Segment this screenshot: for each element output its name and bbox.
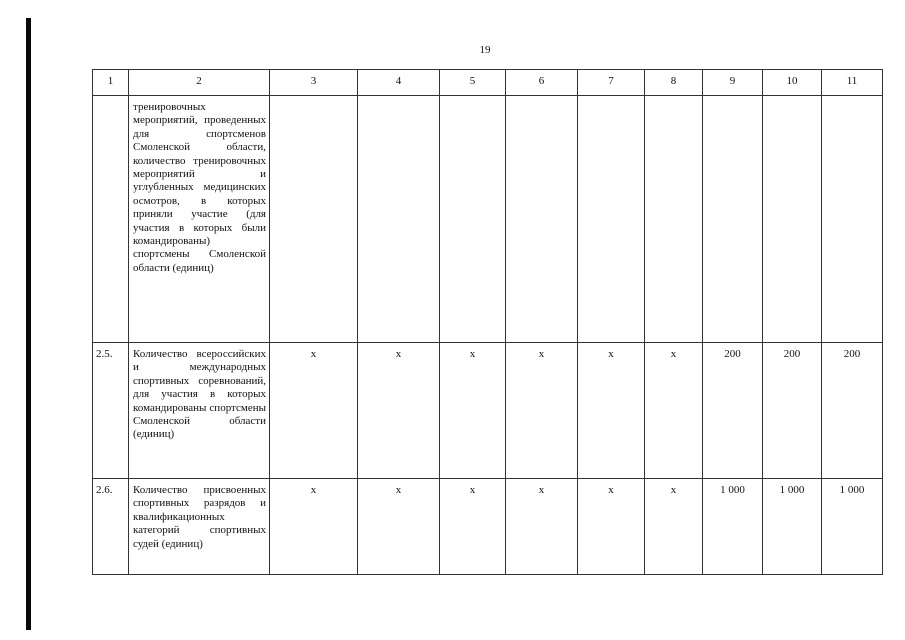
value-cell: x: [506, 343, 578, 479]
indicator-name-cell: тренировочных мероприятий, проведенных для спортсменов Смоленской области, количество тренировочных мероприятий и углубленных медицинских осмотров, в которых приняли участие (для участия в которых были командированы) спортсмены Смоленской области (единиц): [129, 96, 270, 343]
page-number: 19: [479, 44, 491, 56]
indicator-name-cell: Количество всероссийских и международных спортивных соревнований, для участия в которых командированы спортсмены Смоленской области (единиц): [129, 343, 270, 479]
column-header: 4: [358, 70, 440, 96]
column-header: 10: [763, 70, 822, 96]
value-cell: [578, 96, 645, 343]
table-header-row: [93, 70, 883, 96]
column-header: 5: [440, 70, 506, 96]
value-cell: x: [645, 479, 703, 575]
value-cell: x: [506, 479, 578, 575]
table-row: [93, 479, 883, 575]
table-row: [93, 96, 883, 343]
column-header: 11: [822, 70, 883, 96]
value-cell: [440, 96, 506, 343]
indicators-table: [92, 69, 883, 575]
value-cell: 1 000: [822, 479, 883, 575]
scan-edge-bar: [26, 18, 31, 630]
value-cell: x: [578, 479, 645, 575]
column-header: 7: [578, 70, 645, 96]
value-cell: [645, 96, 703, 343]
value-cell: [358, 96, 440, 343]
column-header: 1: [93, 70, 129, 96]
column-header: 2: [129, 70, 270, 96]
value-cell: 1 000: [703, 479, 763, 575]
value-cell: [506, 96, 578, 343]
value-cell: [822, 96, 883, 343]
row-number-cell: 2.5.: [93, 343, 129, 479]
indicator-name-cell: Количество присвоенных спортивных разрядов и квалификационных категорий спортивных судей (единиц): [129, 479, 270, 575]
column-header: 8: [645, 70, 703, 96]
value-cell: 200: [763, 343, 822, 479]
column-header: 6: [506, 70, 578, 96]
value-cell: 200: [822, 343, 883, 479]
row-number-cell: 2.6.: [93, 479, 129, 575]
value-cell: 200: [703, 343, 763, 479]
value-cell: x: [440, 343, 506, 479]
value-cell: x: [440, 479, 506, 575]
table-row: [93, 343, 883, 479]
value-cell: [270, 96, 358, 343]
row-number-cell: [93, 96, 129, 343]
value-cell: x: [358, 479, 440, 575]
column-header: 9: [703, 70, 763, 96]
column-header: 3: [270, 70, 358, 96]
value-cell: [763, 96, 822, 343]
value-cell: x: [645, 343, 703, 479]
value-cell: x: [270, 343, 358, 479]
value-cell: 1 000: [763, 479, 822, 575]
value-cell: x: [270, 479, 358, 575]
value-cell: x: [358, 343, 440, 479]
value-cell: x: [578, 343, 645, 479]
value-cell: [703, 96, 763, 343]
